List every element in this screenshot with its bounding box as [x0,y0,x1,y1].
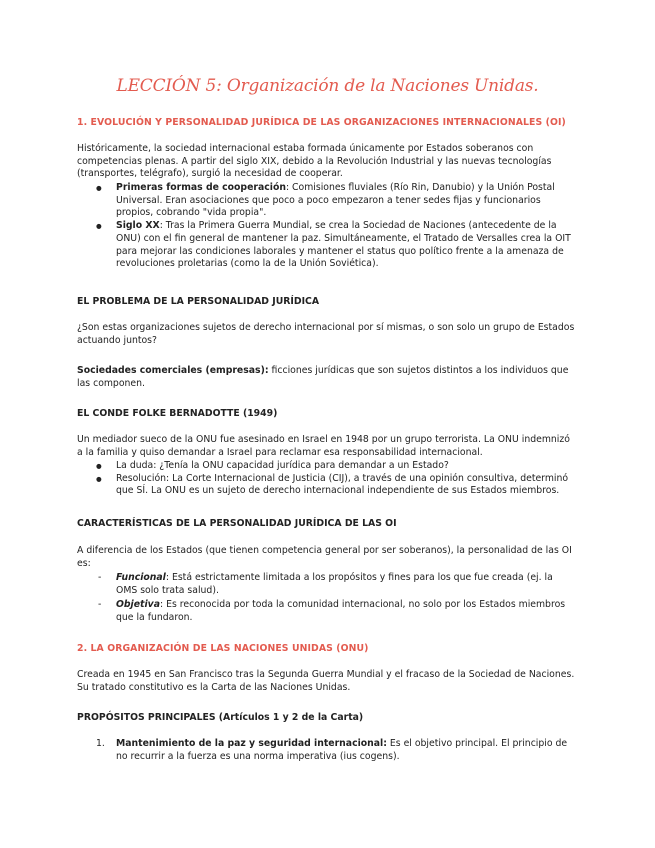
bernadotte-heading: EL CONDE FOLKE BERNADOTTE (1949) [77,408,278,419]
companies-text: ficciones jurídicas que son sujetos distintos a los individuos que las componen. [77,365,569,389]
bullet-label: Primeras formas de cooperación [116,182,286,193]
item-label: Objetiva [116,599,161,611]
section-2-heading: 2. LA ORGANIZACIÓN DE LAS NACIONES UNIDAS (ONU) [77,643,369,654]
bullet-text: : Comisiones fluviales (Río Rin, Danubio) y la Unión Postal Universal. Eran asociaciones que poco a poco empezaron a tener sedes fijas y funcionarios propios, cobrando "vida propia". [116,182,555,219]
item-label: Mantenimiento de la paz y seguridad internacional: [116,738,387,749]
problema-question: ¿Son estas organizaciones sujetos de derecho internacional por sí mismas, o son solo un grupo de Estados actuando juntos? [77,322,575,346]
list-item: ● La duda: ¿Tenía la ONU capacidad jurídica para demandar a un Estado? [96,460,576,473]
problema-heading: EL PROBLEMA DE LA PERSONALIDAD JURÍDICA [77,296,320,307]
bullet-text: : Tras la Primera Guerra Mundial, se crea la Sociedad de Naciones (antecedente de la ONU) con el fin general de mantener la paz. Simultáneamente, el Tratado de Versalles crea la OIT para mejorar las condiciones laborales y mantener el status quo político frente a la amenaza de revoluciones proletarias (como la de la Unión Soviética). [116,220,571,270]
list-item [96,738,576,763]
item-text: : Es reconocida por toda la comunidad internacional, no solo por los Estados miembros que la fundaron. [116,599,566,624]
problema-companies [77,365,577,390]
companies-label: Sociedades comerciales (empresas): [77,365,269,376]
propositos-heading: PROPÓSITOS PRINCIPALES (Artículos 1 y 2 de la Carta) [77,712,364,723]
list-item [96,572,576,597]
section-1-bullets [96,182,576,271]
item-number: 1. [96,738,105,749]
item-label: Funcional [116,572,166,583]
bernadotte-bullets [96,460,576,498]
caracteristicas-list [96,572,576,627]
propositos-list [96,738,576,763]
item-text: Es el objetivo principal. El principio de no recurrir a la fuerza es una norma imperativa (ius cogens). [116,738,568,762]
list-item [96,182,576,220]
section-1-heading: 1. EVOLUCIÓN Y PERSONALIDAD JURÍDICA DE LAS ORGANIZACIONES INTERNACIONALES (OI) [77,117,566,128]
bernadotte-intro: Un mediador sueco de la ONU fue asesinado en Israel en 1948 por un grupo terrorista. La ONU indemnizó a la familia y quiso demandar a Israel para reclamar esa responsabilidad internacional. [77,434,570,458]
section-1-intro: Históricamente, la sociedad internacional estaba formada únicamente por Estados soberanos con competencias plenas. A partir del siglo XIX, debido a la Revolución Industrial y las nuevas tecnologías (transportes, telégrafo), surgió la necesidad de cooperar. [77,143,552,180]
lesson-title: LECCIÓN 5: Organización de la Naciones Unidas. [116,76,539,96]
caracteristicas-heading: CARACTERÍSTICAS DE LA PERSONALIDAD JURÍDICA DE LAS OI [77,518,397,529]
caracteristicas-intro: A diferencia de los Estados (que tienen competencia general por ser soberanos), la personalidad de las OI es: [77,545,572,569]
item-text: : Está estrictamente limitada a los propósitos y fines para los que fue creada (ej. la OMS solo trata salud). [116,572,553,596]
list-item [96,599,576,624]
bullet-label: Siglo XX [116,220,160,232]
section-2-intro: Creada en 1945 en San Francisco tras la Segunda Guerra Mundial y el fracaso de la Sociedad de Naciones. Su tratado constitutivo es la Carta de las Naciones Unidas. [77,669,575,693]
list-item [96,220,576,271]
list-item: ● Resolución: La Corte Internacional de Justicia (CIJ), a través de una opinión consultiva, determinó que SÍ. La ONU es un sujeto de derecho internacional independiente de sus Estados miembros. [96,473,576,498]
